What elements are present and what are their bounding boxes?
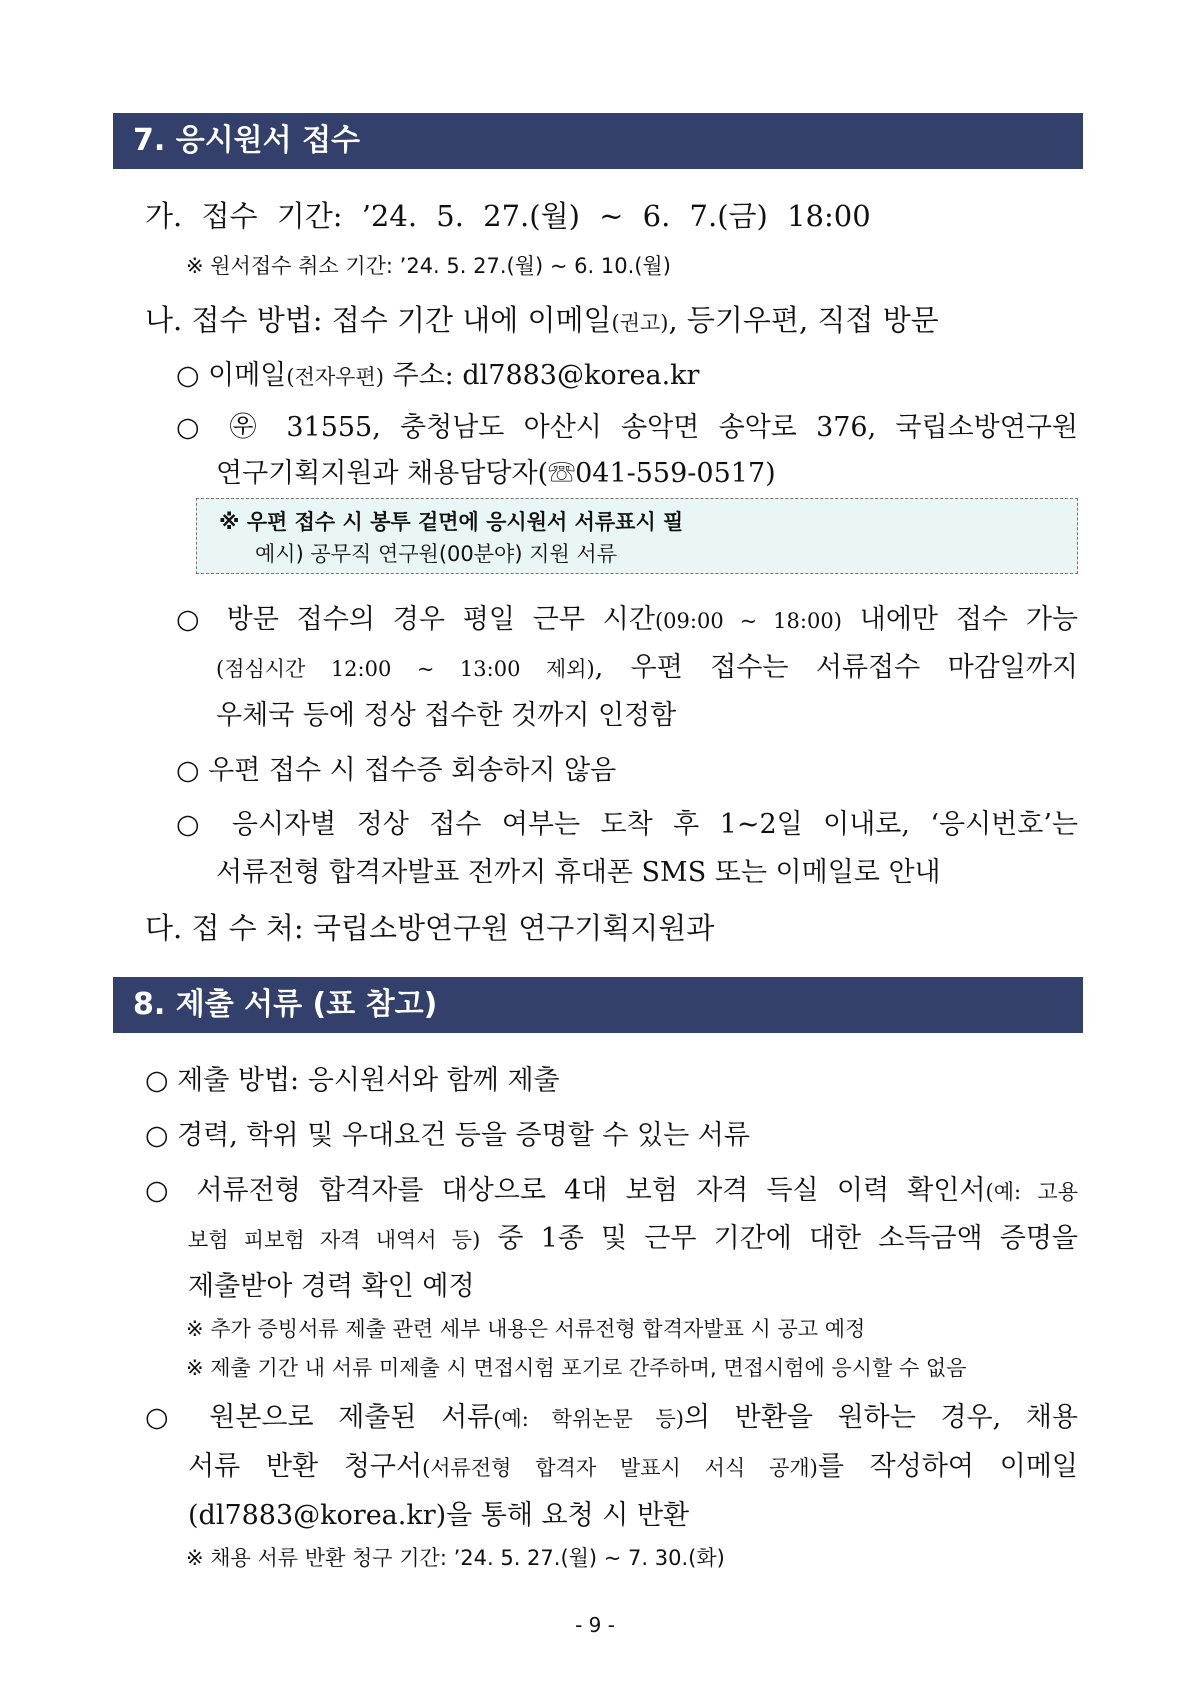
email-address-item: ○ 이메일(전자우편) 주소: dl7883@korea.kr [176, 360, 700, 391]
missing-docs-note: ※ 제출 기간 내 서류 미제출 시 면접시험 포기로 간주하며, 면접시험에 응시할 수 없음 [186, 1356, 967, 1380]
visit-line1: ○ 방문 접수의 경우 평일 근무 시간(09:00 ~ 18:00) 내에만 접수 가능 [176, 604, 1079, 635]
page-number: - 9 - [575, 1613, 615, 1637]
postal-note-line1: ※ 우편 접수 시 봉투 겉면에 응시원서 서류표시 필 [219, 510, 684, 534]
postal-address-line2: 연구기획지원과 채용담당자(☏041-559-0517) [216, 458, 776, 489]
additional-docs-note: ※ 추가 증빙서류 제출 관련 세부 내용은 서류전형 합격자발표 시 공고 예정 [186, 1317, 866, 1341]
confirm-line1: ○ 응시자별 정상 접수 여부는 도착 후 1~2일 이내로, ‘응시번호’는 [176, 809, 1078, 840]
confirm-line2: 서류전형 합격자발표 전까지 휴대폰 SMS 또는 이메일로 안내 [216, 857, 941, 888]
receipt-office: 다. 접 수 처: 국립소방연구원 연구기획지원과 [145, 911, 715, 945]
return-line3: (dl7883@korea.kr)을 통해 요청 시 반환 [188, 1500, 690, 1531]
visit-line2: (점심시간 12:00 ~ 13:00 제외), 우편 접수는 서류접수 마감일까지 [216, 652, 1078, 683]
section-7-title: 7. 응시원서 접수 [133, 123, 361, 158]
section-7-header [113, 113, 1083, 169]
postal-receipt-item: ○ 우편 접수 시 접수증 회송하지 않음 [176, 755, 617, 786]
return-line1: ○ 원본으로 제출된 서류(예: 학위논문 등)의 반환을 원하는 경우, 채용 [145, 1402, 1079, 1433]
section-8-title: 8. 제출 서류 (표 참고) [133, 987, 438, 1022]
cancel-period-note: ※ 원서접수 취소 기간: ’24. 5. 27.(월) ~ 6. 10.(월) [186, 254, 671, 278]
insurance-line3: 제출받아 경력 확인 예정 [188, 1271, 475, 1302]
return-period-note: ※ 채용 서류 반환 청구 기간: ’24. 5. 27.(월) ~ 7. 30.(화) [186, 1546, 725, 1570]
receipt-period: 가. 접수 기간: ’24. 5. 27.(월) ~ 6. 7.(금) 18:00 [145, 199, 871, 233]
receipt-method: 나. 접수 방법: 접수 기간 내에 이메일(권고), 등기우편, 직접 방문 [145, 303, 939, 337]
postal-note-box [196, 498, 1078, 574]
return-line2: 서류 반환 청구서(서류전형 합격자 발표시 서식 공개)를 작성하여 이메일 [188, 1451, 1078, 1482]
proof-documents: ○ 경력, 학위 및 우대요건 등을 증명할 수 있는 서류 [145, 1120, 750, 1151]
section-8-header [113, 977, 1083, 1033]
visit-line3: 우체국 등에 정상 접수한 것까지 인정함 [216, 700, 677, 731]
postal-address-line1: ○ ㉾ 31555, 충청남도 아산시 송악면 송악로 376, 국립소방연구원 [176, 412, 1078, 443]
postal-note-line2: 예시) 공무직 연구원(00분야) 지원 서류 [255, 542, 618, 566]
submit-method: ○ 제출 방법: 응시원서와 함께 제출 [145, 1065, 560, 1096]
insurance-line2: 보험 피보험 자격 내역서 등) 중 1종 및 근무 기간에 대한 소득금액 증명을 [188, 1223, 1078, 1254]
insurance-line1: ○ 서류전형 합격자를 대상으로 4대 보험 자격 득실 이력 확인서(예: 고용 [145, 1175, 1078, 1206]
